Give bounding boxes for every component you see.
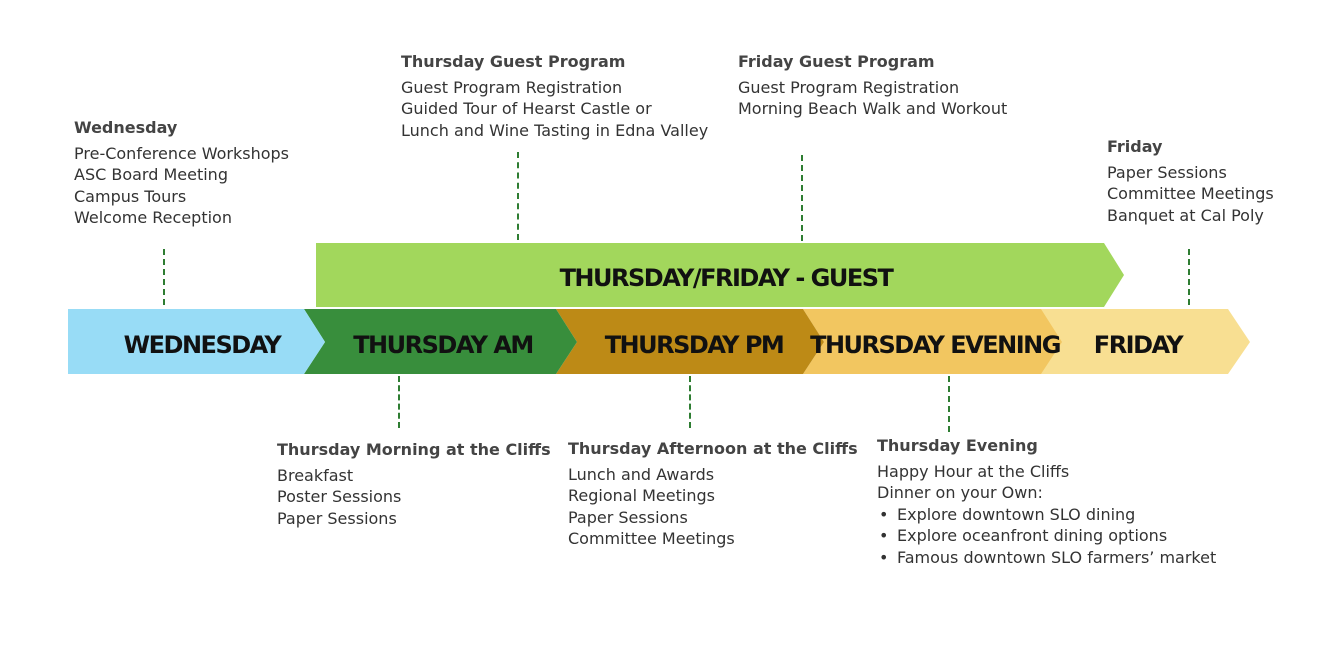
thursday-evening-bullet: • Famous downtown SLO farmers’ market <box>877 547 1216 569</box>
wednesday-connector <box>163 249 165 305</box>
thursday-afternoon-heading: Thursday Afternoon at the Cliffs <box>568 439 858 458</box>
wednesday-item: Campus Tours <box>74 186 187 206</box>
wednesday-item: Pre-Conference Workshops <box>74 143 289 163</box>
thursday-guest-connector <box>517 152 519 240</box>
thursday-evening-bullet: • Explore downtown SLO dining <box>877 504 1216 526</box>
thursday-evening-heading: Thursday Evening <box>877 436 1038 455</box>
thursday-guest-info <box>401 51 708 141</box>
friday-guest-info <box>738 51 1007 120</box>
guest-arrow-label: THURSDAY/FRIDAY - GUEST <box>559 264 893 292</box>
wednesday-heading: Wednesday <box>74 118 178 137</box>
friday-guest-heading: Friday Guest Program <box>738 52 935 71</box>
friday-heading: Friday <box>1107 137 1163 156</box>
thursday-pm-segment-label: THURSDAY PM <box>604 331 784 359</box>
wednesday-info <box>74 117 289 229</box>
friday-info <box>1107 136 1274 226</box>
friday-item: Paper Sessions <box>1107 162 1227 182</box>
friday-guest-item: Morning Beach Walk and Workout <box>738 99 1008 118</box>
thursday-afternoon-item: Committee Meetings <box>568 529 735 548</box>
thursday-am-segment-label: THURSDAY AM <box>353 331 533 359</box>
thursday-evening-segment-label: THURSDAY EVENING <box>810 331 1060 359</box>
thursday-morning-info <box>277 439 551 529</box>
thursday-morning-connector <box>398 376 400 428</box>
thursday-evening-connector <box>948 376 950 432</box>
thursday-morning-heading: Thursday Morning at the Cliffs <box>277 440 551 459</box>
thursday-morning-item: Poster Sessions <box>277 487 402 506</box>
thursday-morning-item: Paper Sessions <box>277 508 397 528</box>
friday-segment-label: FRIDAY <box>1093 331 1183 359</box>
thursday-evening-info <box>877 435 1216 568</box>
friday-guest-item: Guest Program Registration <box>738 77 960 97</box>
friday-item: Banquet at Cal Poly <box>1107 205 1264 225</box>
friday-item: Committee Meetings <box>1107 184 1274 203</box>
friday-connector <box>1188 249 1190 305</box>
thursday-evening-item: Happy Hour at the Cliffs <box>877 461 1070 481</box>
wednesday-item: Welcome Reception <box>74 208 232 227</box>
thursday-guest-item: Guided Tour of Hearst Castle or <box>401 99 652 118</box>
thursday-guest-heading: Thursday Guest Program <box>401 52 626 71</box>
thursday-evening-bullet: • Explore oceanfront dining options <box>877 525 1216 547</box>
thursday-afternoon-info <box>568 438 858 550</box>
thursday-evening-bullet-list <box>877 504 1216 569</box>
thursday-evening-item: Dinner on your Own: <box>877 483 1043 502</box>
thursday-guest-item: Guest Program Registration <box>401 77 623 97</box>
friday-guest-connector <box>801 155 803 241</box>
thursday-afternoon-item: Regional Meetings <box>568 486 715 505</box>
wednesday-item: ASC Board Meeting <box>74 165 228 184</box>
thursday-morning-item: Breakfast <box>277 465 354 485</box>
thursday-afternoon-item: Lunch and Awards <box>568 464 715 484</box>
thursday-guest-item: Lunch and Wine Tasting in Edna Valley <box>401 120 709 140</box>
thursday-afternoon-connector <box>689 376 691 428</box>
thursday-afternoon-item: Paper Sessions <box>568 507 688 527</box>
wednesday-segment-label: WEDNESDAY <box>123 331 281 359</box>
